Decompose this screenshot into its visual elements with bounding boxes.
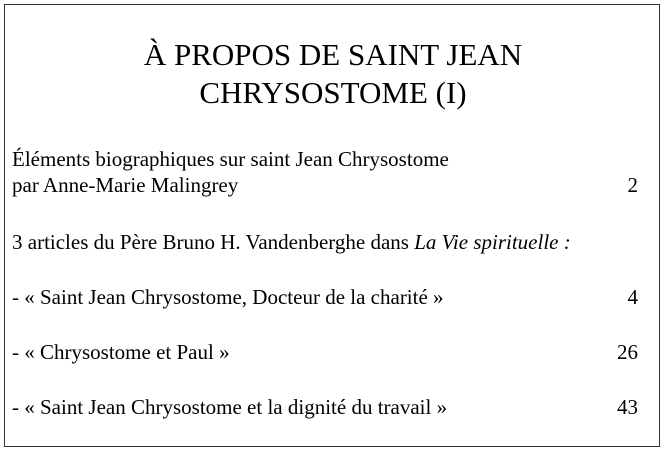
entry-biography-line-2: par Anne-Marie Malingrey <box>12 173 239 197</box>
document-title <box>0 36 666 112</box>
entry-article-1-page: 4 <box>627 285 638 309</box>
entry-biography-page: 2 <box>627 173 638 197</box>
articles-intro-journal: La Vie spirituelle : <box>414 230 571 254</box>
entry-article-3-page: 43 <box>617 395 638 419</box>
entry-article-2-page: 26 <box>617 340 638 364</box>
entry-biography-line-1: Éléments biographiques sur saint Jean Chrysostome <box>12 147 449 171</box>
entry-article-2: - « Chrysostome et Paul » <box>12 340 230 364</box>
title-line-1: À PROPOS DE SAINT JEAN <box>143 37 523 72</box>
entry-article-3: - « Saint Jean Chrysostome et la dignité du travail » <box>12 395 448 419</box>
articles-intro <box>12 229 571 255</box>
title-line-2: CHRYSOSTOME (I) <box>199 75 467 110</box>
articles-intro-text: 3 articles du Père Bruno H. Vandenberghe dans <box>12 230 415 254</box>
entry-article-1: - « Saint Jean Chrysostome, Docteur de la charité » <box>12 285 444 309</box>
